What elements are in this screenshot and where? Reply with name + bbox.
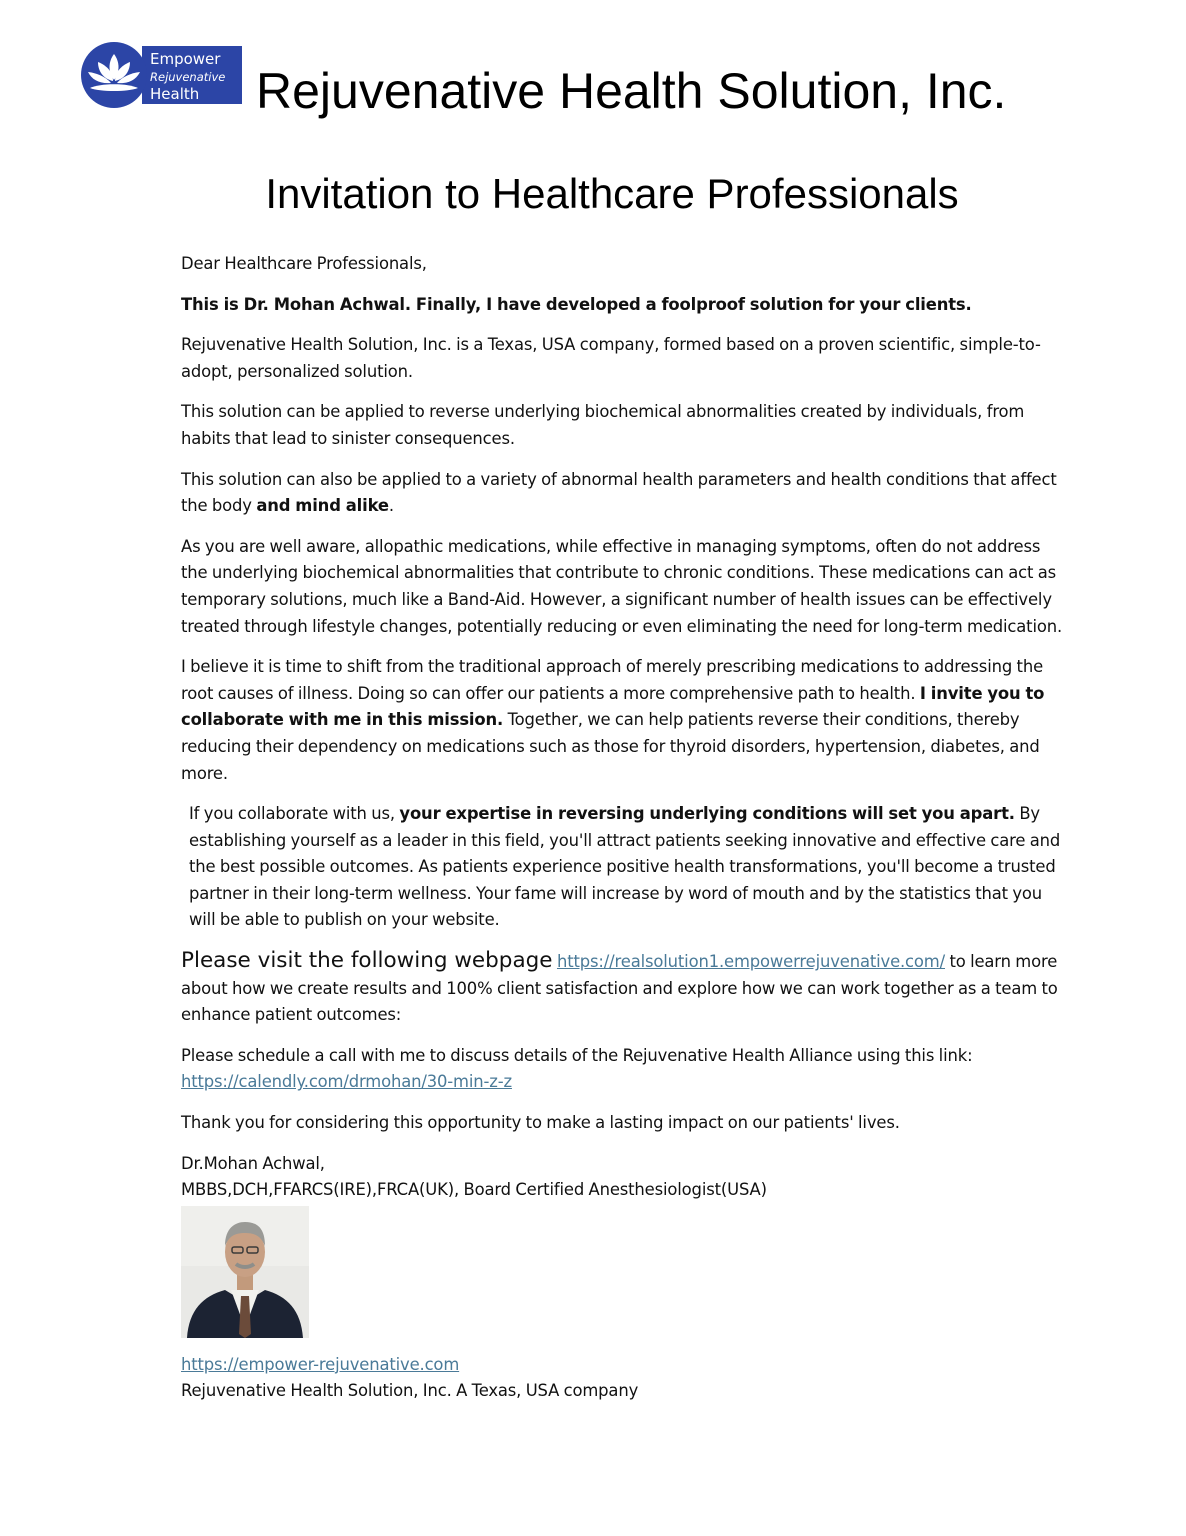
- paragraph-invite-bold: I invite you to collaborate with me in this mission.: [181, 683, 1045, 730]
- paragraph-conditions-text: This solution can also be applied to a variety of abnormal health parameters and health conditions that affect the body: [181, 469, 1057, 516]
- greeting: Dear Healthcare Professionals,: [181, 254, 427, 273]
- paragraph-collaborate-bold: your expertise in reversing underlying conditions will set you apart.: [399, 804, 1015, 824]
- paragraph-conditions-end: .: [388, 496, 394, 516]
- paragraph-schedule: [181, 1043, 1071, 1096]
- signature-credentials: MBBS,DCH,FFARCS(IRE),FRCA(UK), Board Certified Anesthesiologist(USA): [181, 1180, 767, 1200]
- paragraph-collaborate: [181, 801, 1071, 934]
- logo-line-1: Empower: [150, 50, 221, 68]
- schedule-text: Please schedule a call with me to discuss details of the Rejuvenative Health Alliance using this link:: [181, 1045, 973, 1065]
- paragraph-reverse: This solution can be applied to reverse underlying biochemical abnormalities created by individuals, from habits that lead to sinister consequences.: [181, 402, 1025, 448]
- calendly-link[interactable]: https://calendly.com/drmohan/30-min-z-z: [181, 1072, 512, 1092]
- website-link[interactable]: https://empower-rejuvenative.com: [181, 1354, 460, 1374]
- paragraph-collaborate-rest: By establishing yourself as a leader in this field, you'll attract patients seeking innovative and effective care and the best possible outcomes. As patients experience positive health transformations, you'll become a trusted partner in their long-term wellness. Your fame will increase by word of mouth and by the statistics that you will be able to publish on your website.: [189, 804, 1061, 930]
- intro-bold-text: This is Dr. Mohan Achwal. Finally, I have developed a foolproof solution for your clients.: [181, 294, 972, 314]
- page-title: Invitation to Healthcare Professionals: [265, 170, 959, 217]
- company-logo: [80, 42, 244, 108]
- paragraph-conditions-bold: and mind alike: [256, 496, 389, 516]
- paragraph-company: Rejuvenative Health Solution, Inc. is a Texas, USA company, formed based on a proven scientific, simple-to-adopt, personalized solution.: [181, 335, 1041, 381]
- realsolution-link[interactable]: https://realsolution1.empowerrejuvenative.com/: [556, 952, 945, 972]
- logo-line-3: Health: [150, 85, 200, 103]
- logo-line-2: Rejuvenative: [150, 70, 226, 84]
- paragraph-visit: [181, 948, 1071, 1029]
- paragraph-collaborate-text: If you collaborate with us,: [189, 804, 400, 824]
- signature-block: [181, 1151, 1071, 1405]
- paragraph-thanks: Thank you for considering this opportunity to make a lasting impact on our patients' lives.: [181, 1113, 900, 1133]
- paragraph-invite: [181, 654, 1071, 787]
- company-name: Rejuvenative Health Solution, Inc.: [256, 63, 1007, 119]
- company-footer-line: Rejuvenative Health Solution, Inc. A Texas, USA company: [181, 1381, 639, 1401]
- logo-graphic: [80, 42, 244, 108]
- paragraph-invite-text: I believe it is time to shift from the traditional approach of merely prescribing medications to addressing the root causes of illness. Doing so can offer our patients a more comprehensive path to health.: [181, 657, 1043, 703]
- paragraph-invite-rest: Together, we can help patients reverse their conditions, thereby reducing their dependency on medications such as those for thyroid disorders, hypertension, diabetes, and more.: [181, 710, 1040, 783]
- paragraph-allopathic: As you are well aware, allopathic medications, while effective in managing symptoms, often do not address the underlying biochemical abnormalities that contribute to chronic conditions. These medications can act as temporary solutions, much like a Band-Aid. However, a significant number of health issues can be effectively treated through lifestyle changes, potentially reducing or even eliminating the need for long-term medication.: [181, 536, 1063, 636]
- author-photo: [181, 1206, 309, 1338]
- intro-paragraph: [181, 292, 1071, 319]
- signature-name: Dr.Mohan Achwal,: [181, 1153, 325, 1173]
- visit-rest-text: to learn more about how we create results and 100% client satisfaction and explore how we can work together as a team to enhance patient outcomes:: [181, 952, 1058, 1025]
- visit-lead-text: Please visit the following webpage: [181, 948, 553, 974]
- letter-body: [181, 251, 1071, 1405]
- paragraph-conditions: [181, 467, 1071, 520]
